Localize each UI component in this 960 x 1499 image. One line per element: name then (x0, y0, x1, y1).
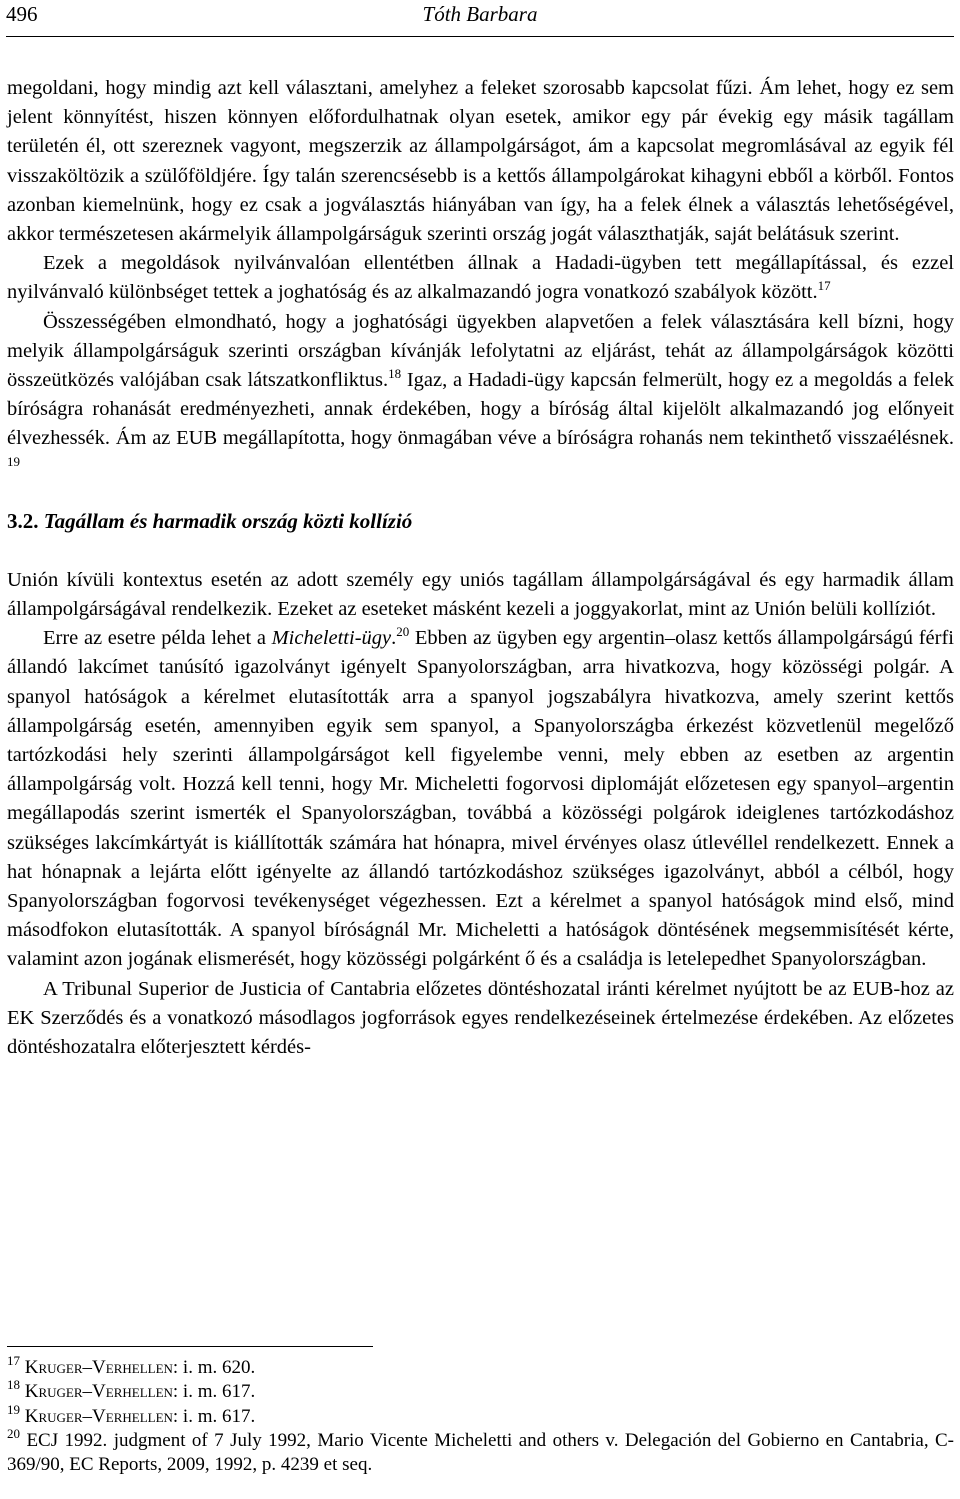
footnote (7, 1353, 954, 1380)
footnote-number: 17 (7, 1353, 20, 1368)
paragraph-text: A Tribunal Superior de Justicia of Cantabria előzetes döntéshozatal iránti kérelmet nyújtott be az EUB-hoz az EK Szerződés és a vonatkozó másodlagos jogforrások egyes rendelkezéseinek értelmezése érdekében. Az előzetes döntéshozatalra előterjesztett kérdés- (7, 977, 954, 1059)
paragraph-text: Erre az esetre példa lehet a (43, 627, 272, 650)
header-rule (6, 36, 954, 37)
paragraph (7, 249, 954, 307)
paragraph-text: Ebben az ügyben egy argentin–olasz kettős állampolgárságú férfi állandó lakcímet tanúsító igazolványt igényelt Spanyolországban, arra hivatkozva, hogy közösségi polgár. A spanyol hatóságok a kérelmet elutasították arra a spanyol jogszabályra hivatkozva, amely szerint kettős állampolgárság esetén, amennyiben egyik sem spanyol, a Spanyolországba érkezést közvetlenül megelőző tartózkodási hely szerinti állampolgárságot kell figyelembe venni, mely ebben az esetben az argentin állampolgárság volt. Hozzá kell tenni, hogy Mr. Micheletti fogorvosi diplomáját előzetesen egy spanyol–argentin megállapodás szerint ismerték el Spanyolországban, továbbá a közösségi polgárok ideiglenes tartózkodáshoz szükséges lakcímkártyát is kiállították számára hat hónapra, mivel érvényes olasz útlevéllel rendelkezett. Ennek a hat hónapnak a lejárta előtt igényelte az állandó tartózkodáshoz szükséges igazolványt, abból a célból, hogy Spanyolországban fogorvosi tevékenységet végezhessen. Ezt a kérelmet a spanyol hatóságok mind első, mind másodfokon elutasították. A spanyol bíróságnál Mr. Micheletti a hatóságok döntésének megsemmisítését kérte, valamint azon jogának elismerését, hogy közösségi polgárként ő és a családja is letelepedhet Spanyolországban. (7, 627, 954, 971)
footnote-number: 20 (7, 1425, 20, 1441)
footnote-ref[interactable]: 18 (388, 366, 402, 382)
paragraph-text: Unión kívüli kontextus esetén az adott személy egy uniós tagállam állampolgárságával és egy harmadik állam állampolgárságával rendelkezik. Ezeket az eseteket másként kezeli a joggyakorlat, mint az Unión belüli kollíziót. (7, 568, 954, 621)
footnote-ref[interactable]: 17 (817, 278, 831, 294)
running-head-author: Tóth Barbara (422, 2, 538, 26)
paragraph (7, 308, 954, 483)
footnote-text: : i. m. 620. (172, 1357, 256, 1378)
paragraph-text: Összességében elmondható, hogy a joghatósági ügyekben alapvetően a felek választására kell bízni, hogy melyik állampolgárságuk szerinti országban kívánják lefolytatni az eljárást, tehát az állampolgárságok közötti összeütközés valójában csak látszatkonfliktus. (7, 310, 954, 392)
paragraph: Erre az esetre példa lehet a Micheletti-ügy.$^{20}$ Ebben az ügyben egy argentin–olasz kettős állampolgárságú férfi állandó lakcímet tanúsító igazolványt igényelt Spanyolországban, arra hivatkozva, hogy közösségi polgár. A spanyol hatóságok a kérelmet elutasították arra a spanyol jogszabályra hivatkozva, amely szerint kettős állampolgárság esetén, amennyiben egyik sem spanyol, a Spanyolországba érkezést közvetlenül megelőző tartózkodási hely szerinti állampolgárságot kell figyelembe venni, mely ebben az esetben az argentin állampolgárság volt. Hozzá kell tenni, hogy Mr. Micheletti fogorvosi diplomáját előzetesen egy spanyol–argentin megállapodás szerint ismerték el Spanyolországban, továbbá a közösségi polgárok ideiglenes tartózkodáshoz szükséges lakcímkártyát is kiállították számára hat hónapra, mivel érvényes olasz útlevéllel rendelkezett. Ennek a hat hónapnak a lejárta előtt igényelte az állandó tartózkodáshoz szükséges igazolványt, abból a célból, hogy Spanyolországban fogorvosi tevékenységet végezhessen. Ezt a kérelmet a spanyol hatóságok mind első, mind másodfokon elutasították. A spanyol bíróságnál Mr. Micheletti a hatóságok döntésének megsemmisítését kérte, valamint azon jogának elismerését, hogy közösségi polgárként ő és a családja is letelepedhet Spanyolországban. (7, 624, 954, 971)
footnote (7, 1377, 954, 1404)
section-heading (7, 507, 954, 536)
footnote-ref[interactable]: 20 (396, 624, 410, 640)
section-number: 3.2. (7, 508, 39, 533)
footnotes (7, 1353, 955, 1477)
footnote-author: Kruger–Verhellen (24, 1405, 173, 1427)
case-name: Micheletti-ügy (271, 627, 392, 650)
paragraph-text: Ezek a megoldások nyilvánvalóan ellentétben állnak a Hadadi-ügyben tett megállapítással, és ezzel nyilvánvaló különbséget tettek a joghatóság és az alkalmazandó jogra vonatkozó szabályok között. (7, 252, 954, 304)
footnote-text: : i. m. 617. (172, 1381, 256, 1403)
page-number: 496 (6, 2, 38, 26)
paragraph-text: megoldani, hogy mindig azt kell választani, amelyhez a feleket szorosabb kapcsolat fűzi. Ám lehet, hogy ez sem jelent könnyítést, hiszen könnyen előfordulhatnak olyan esetek, amikor egy pár évekig egy másik tagállam területén él, ott szereznek vagyont, megszerzik az állampolgárságot, ám a kapcsolat megromlásával az egyik fél visszaköltözik a szülőföldjére. Így talán szerencsésebb is a kettős állampolgárokat kihagyni ebből a körből. Fontos azonban kiemelnünk, hogy ez csak a jogválasztás hiányában van így, ha a felek élnek a választás lehetőségével, akkor természetesen akármelyik állampolgárságuk szerinti ország jogát választhatják, saját belátásuk szerint. (7, 77, 954, 246)
footnote-text: ECJ 1992. judgment of 7 July 1992, Mario Vicente Micheletti and others v. Delegación del Gobierno en Cantabria, C-369/90, EC Reports, 2009, 1992, p. 4239 et seq. (7, 1429, 955, 1476)
footnote (7, 1401, 954, 1429)
footnote-author: Kruger–Verhellen (24, 1357, 173, 1378)
footnote-text: : i. m. 617. (172, 1405, 256, 1427)
body-text (7, 74, 954, 1062)
paragraph (7, 975, 954, 1063)
section-title: Tagállam és harmadik ország közti kollízió (43, 508, 413, 533)
paragraph (7, 74, 954, 249)
paragraph-text: Igaz, a Hadadi-ügy kapcsán felmerült, hogy ez a megoldás a felek bíróságra rohanását eredményezheti, annak érdekében, hogy a bíróság által kijelölt alkalmazandó jog előnyeit élvezhessék. Ám az EUB megállapította, hogy önmagában véve a bíróságra rohanás nem tekinthető visszaélésnek. (7, 369, 955, 450)
footnote-number: 18 (7, 1377, 20, 1393)
footnote-number: 19 (7, 1401, 20, 1417)
paragraph (7, 566, 954, 624)
footnote (7, 1425, 955, 1478)
footnote-author: Kruger–Verhellen (24, 1381, 173, 1403)
footnote-separator (7, 1346, 373, 1347)
page-header (6, 2, 954, 34)
footnote-ref[interactable]: 19 (7, 453, 20, 469)
